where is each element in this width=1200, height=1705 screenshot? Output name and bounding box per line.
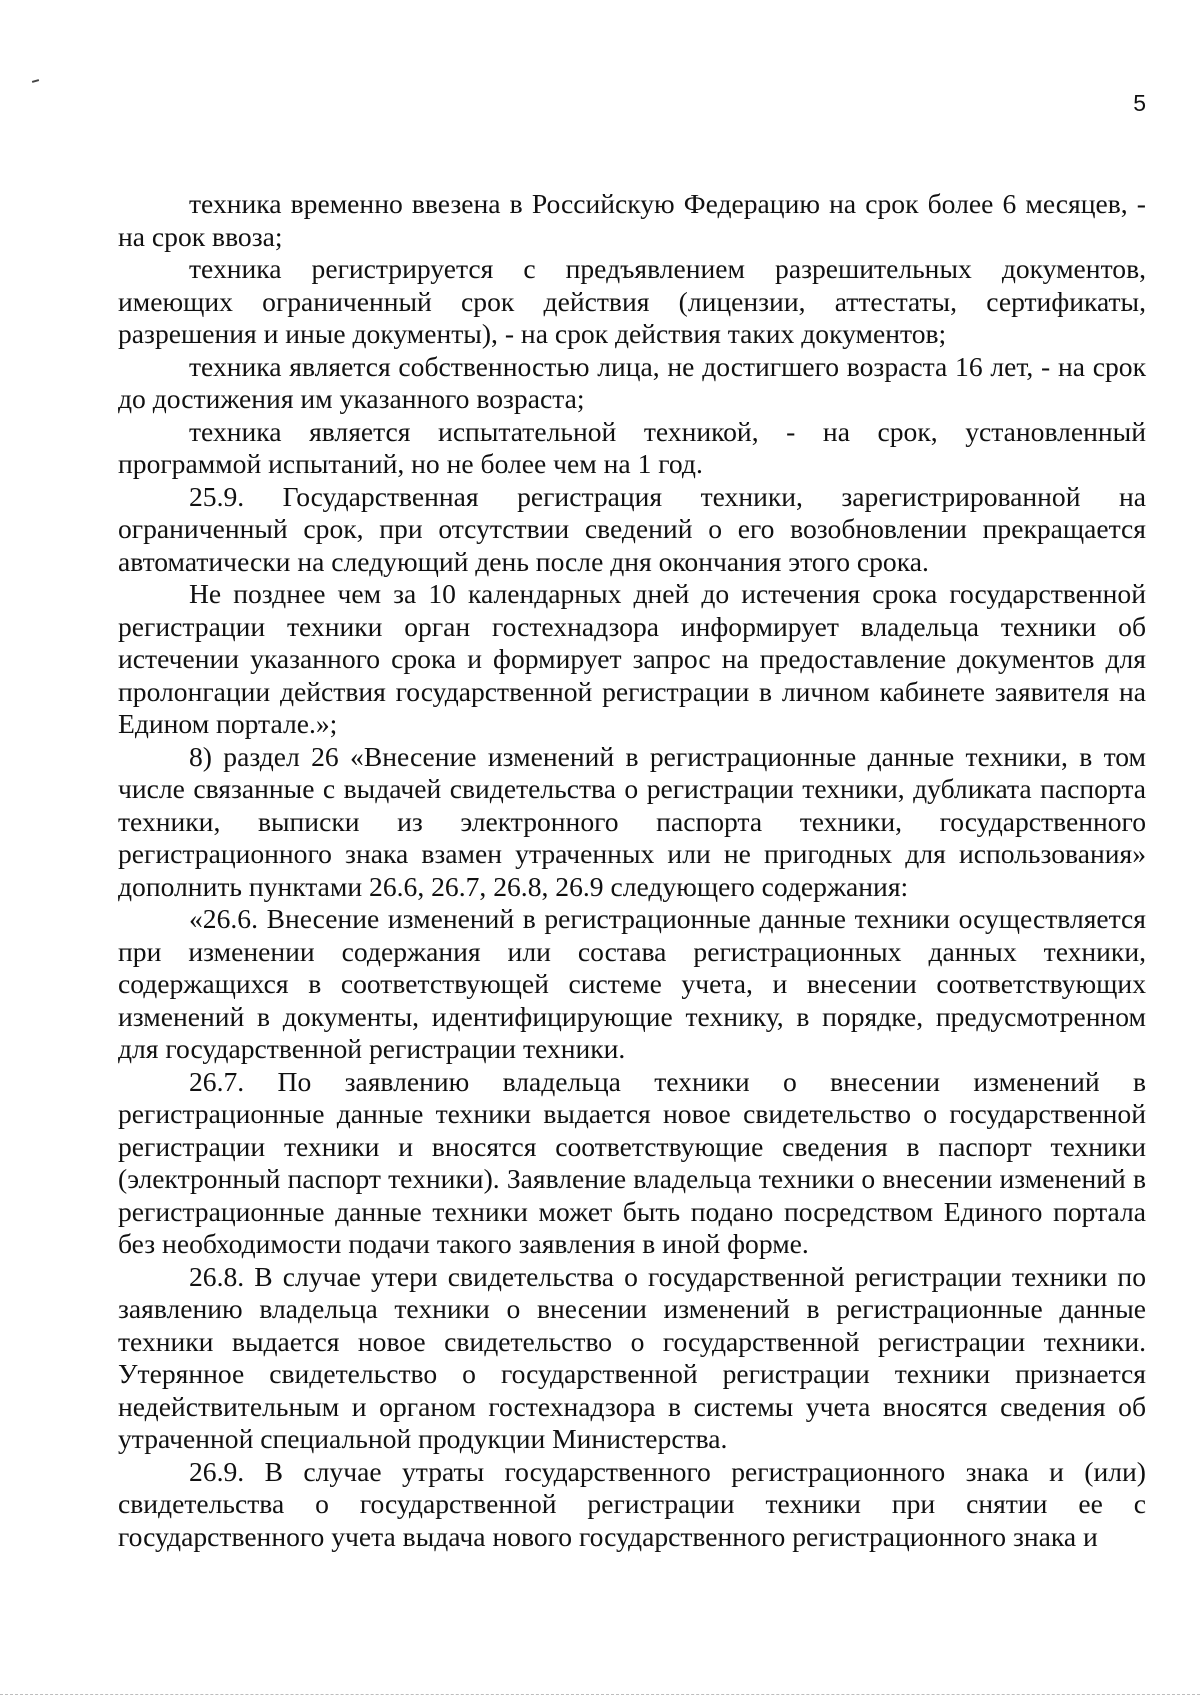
paragraph-minor-owner-term: техника является собственностью лица, не достигшего возраста 16 лет, - на срок до достижения им указанного возраста; xyxy=(118,350,1146,414)
paragraph-26-7: 26.7. По заявлению владельца техники о внесении изменений в регистрационные данные техники выдается новое свидетельство о государственной регистрации техники и вносятся соответствующие сведения в паспорт техники (электронный паспорт техники). Заявление владельца техники о внесении изменений в регистрационные данные техники может быть подано посредством Единого портала без необходимости подачи такого заявления в иной форме. xyxy=(118,1065,1146,1259)
paragraph-26-8: 26.8. В случае утери свидетельства о государственной регистрации техники по заявлению владельца техники о внесении изменений в регистрационные данные техники выдается новое свидетельство о государственной регистрации техники. Утерянное свидетельство о государственной регистрации техники признается недействительным и органом гостехнадзора в системы учета вносятся сведения об утраченной специальной продукции Министерства. xyxy=(118,1260,1146,1454)
paragraph-test-equipment-term: техника является испытательной техникой, - на срок, установленный программой испытаний, но не более чем на 1 год. xyxy=(118,415,1146,479)
paragraph-25-9: 25.9. Государственная регистрация техники, зарегистрированной на ограниченный срок, при отсутствии сведений о его возобновлении прекращается автоматически на следующий день после дня окончания этого срока. xyxy=(118,480,1146,577)
paragraph-notification: Не позднее чем за 10 календарных дней до истечения срока государственной регистрации техники орган гостехнадзора информирует владельца техники об истечении указанного срока и формирует запрос на предоставление документов для пролонгации действия государственной регистрации в личном кабинете заявителя на Едином портале.»; xyxy=(118,578,1146,739)
paragraph-26-9: 26.9. В случае утраты государственного регистрационного знака и (или) свидетельства о государственной регистрации техники при снятии ее с государственного учета выдача нового государственного регистрационного знака и xyxy=(118,1455,1146,1552)
paragraph-permit-term: техника регистрируется с предъявлением разрешительных документов, имеющих ограниченный срок действия (лицензии, аттестаты, сертификаты, разрешения и иные документы), - на срок действия таких документов; xyxy=(118,253,1146,349)
paragraph-26-6: «26.6. Внесение изменений в регистрационные данные техники осуществляется при изменении содержания или состава регистрационных данных техники, содержащихся в соответствующей системе учета, и внесении соответствующих изменений в документы, идентифицирующие технику, в порядке, предусмотренном для государственной регистрации техники. xyxy=(118,903,1146,1064)
document-body xyxy=(118,188,1146,1553)
scan-mark xyxy=(32,79,39,83)
page-number: 5 xyxy=(1133,90,1146,116)
scan-edge-line xyxy=(0,1694,1200,1695)
paragraph-item-8: 8) раздел 26 «Внесение изменений в регистрационные данные техники, в том числе связанные с выдачей свидетельства о регистрации техники, дубликата паспорта техники, выписки из электронного паспорта техники, государственного регистрационного знака взамен утраченных или не пригодных для использования» дополнить пунктами 26.6, 26.7, 26.8, 26.9 следующего содержания: xyxy=(118,740,1146,902)
paragraph-import-term: техника временно ввезена в Российскую Федерацию на срок более 6 месяцев, - на срок ввоза; xyxy=(118,188,1146,252)
